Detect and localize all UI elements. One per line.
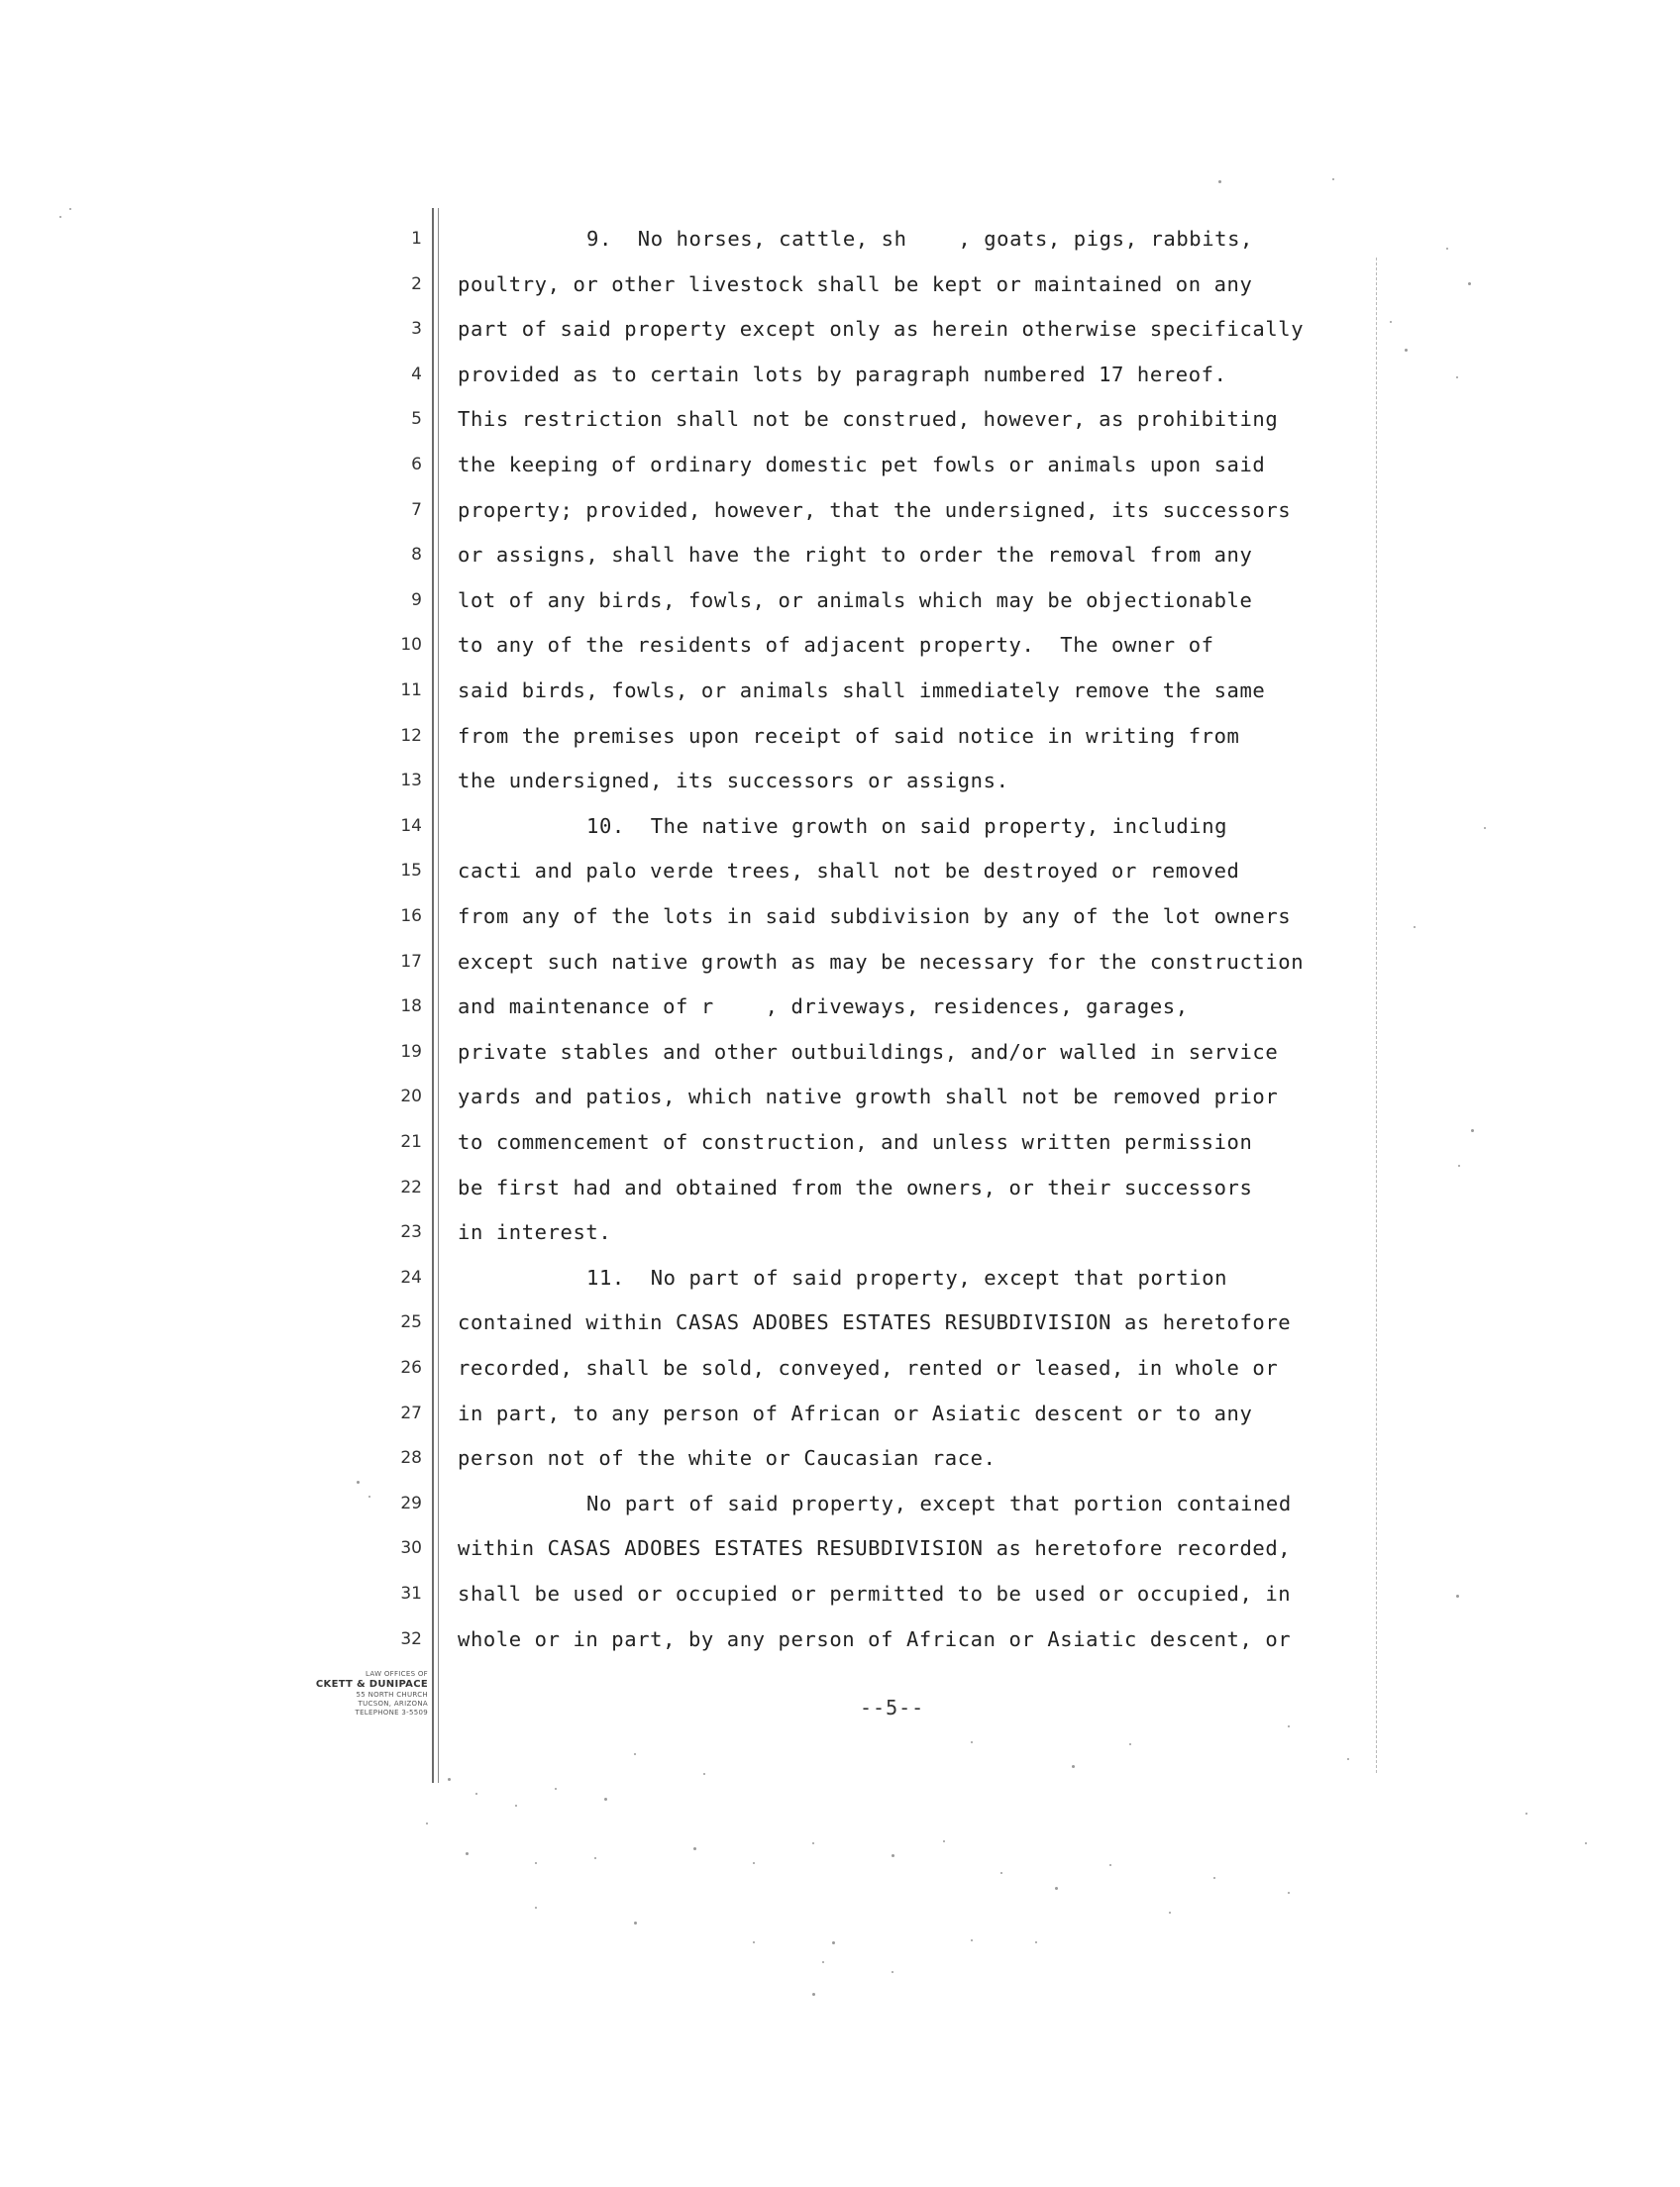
left-margin-rule — [432, 208, 434, 1783]
scan-speck — [448, 1778, 451, 1781]
document-text-line: the keeping of ordinary domestic pet fowls or animals upon said — [458, 453, 1266, 476]
scan-speck — [812, 1993, 815, 1996]
scan-speck — [753, 1941, 755, 1943]
document-text-line: said birds, fowls, or animals shall immediately remove the same — [458, 678, 1266, 702]
document-text-line: from any of the lots in said subdivision by any of the lot owners — [458, 904, 1292, 928]
line-number: 7 — [411, 499, 422, 520]
document-text-line: or assigns, shall have the right to order the removal from any — [458, 543, 1253, 568]
document-text-line: within CASAS ADOBES ESTATES RESUBDIVISION as heretofore recorded, — [458, 1536, 1292, 1561]
document-text-line: private stables and other outbuildings, and/or walled in service — [458, 1039, 1279, 1064]
document-text-line: in interest. — [458, 1220, 612, 1245]
line-number: 29 — [400, 1493, 422, 1513]
line-number: 23 — [400, 1222, 422, 1243]
line-number: 21 — [400, 1132, 422, 1152]
document-text-line: from the premises upon receipt of said notice in writing from — [458, 723, 1240, 748]
document-text-line: and maintenance of r , driveways, residences, garages, — [458, 994, 1189, 1019]
document-text-line: This restriction shall not be construed, however, as prohibiting — [458, 407, 1279, 432]
line-number: 28 — [400, 1448, 422, 1469]
document-text-line: yards and patios, which native growth shall not be removed prior — [458, 1085, 1279, 1109]
line-number: 15 — [400, 861, 422, 882]
scan-speck — [634, 1922, 637, 1925]
scan-speck — [1347, 1758, 1349, 1760]
line-number: 1 — [411, 229, 422, 249]
scan-speck — [971, 1939, 973, 1941]
scan-speck — [1169, 1912, 1171, 1914]
scan-speck — [1468, 282, 1471, 285]
scan-speck — [1213, 1877, 1215, 1879]
scan-speck — [515, 1805, 517, 1807]
line-number: 25 — [400, 1312, 422, 1333]
scan-speck — [1525, 1813, 1527, 1815]
document-text-line: 11. No part of said property, except that portion — [586, 1265, 1228, 1290]
scan-speck — [1414, 926, 1416, 928]
line-number: 30 — [400, 1538, 422, 1559]
scan-speck — [1055, 1887, 1058, 1890]
line-number: 17 — [400, 951, 422, 972]
scan-speck — [357, 1481, 360, 1484]
document-text-line: to any of the residents of adjacent property. The owner of — [458, 633, 1214, 658]
scan-speck — [1072, 1765, 1075, 1768]
line-number: 4 — [411, 364, 422, 384]
line-number: 27 — [400, 1403, 422, 1423]
document-text-line: to commencement of construction, and unless written permission — [458, 1130, 1253, 1154]
line-number: 3 — [411, 319, 422, 340]
scan-speck — [634, 1753, 636, 1755]
line-number: 8 — [411, 545, 422, 566]
line-number: 14 — [400, 815, 422, 836]
scan-speck — [594, 1857, 596, 1859]
line-number: 5 — [411, 409, 422, 430]
line-number: 31 — [400, 1584, 422, 1604]
scan-speck — [703, 1773, 705, 1775]
document-text-line: cacti and palo verde trees, shall not be destroyed or removed — [458, 859, 1240, 884]
scan-speck — [1109, 1864, 1111, 1866]
document-text-line: except such native growth as may be necessary for the construction — [458, 949, 1305, 974]
scan-speck — [535, 1862, 537, 1864]
document-text-line: No part of said property, except that portion contained — [586, 1491, 1292, 1515]
line-number: 11 — [400, 680, 422, 700]
document-text-line: part of said property except only as herein otherwise specifically — [458, 317, 1305, 342]
document-text-line: whole or in part, by any person of African or Asiatic descent, or — [458, 1626, 1292, 1651]
scan-speck — [1218, 180, 1221, 183]
scan-speck — [693, 1847, 696, 1850]
line-number: 16 — [400, 906, 422, 926]
scan-speck — [466, 1852, 469, 1855]
scan-speck — [971, 1741, 973, 1743]
document-text-line: the undersigned, its successors or assigns. — [458, 769, 1009, 793]
line-number: 24 — [400, 1267, 422, 1288]
document-text-line: 9. No horses, cattle, sh , goats, pigs, rabbits, — [586, 227, 1253, 251]
document-text-line: poultry, or other livestock shall be kept or maintained on any — [458, 271, 1253, 296]
scan-speck — [943, 1840, 945, 1842]
scan-speck — [1471, 1129, 1474, 1132]
scan-speck — [555, 1788, 557, 1790]
stamp-firm-name: CKETT & DUNIPACE — [315, 1679, 428, 1690]
scan-speck — [368, 1496, 370, 1498]
right-margin-rule — [1376, 258, 1377, 1773]
line-number: 13 — [400, 771, 422, 791]
scan-speck — [1456, 1595, 1459, 1598]
scan-speck — [59, 216, 61, 218]
scan-speck — [1129, 1743, 1131, 1745]
scan-speck — [1585, 1842, 1587, 1844]
law-office-stamp — [279, 1670, 428, 1718]
line-number: 12 — [400, 725, 422, 746]
line-number: 32 — [400, 1628, 422, 1649]
scan-speck — [1458, 1165, 1460, 1167]
scan-speck — [1288, 1725, 1290, 1727]
document-text-line: recorded, shall be sold, conveyed, rented or leased, in whole or — [458, 1356, 1279, 1380]
scan-speck — [475, 1793, 477, 1795]
line-number: 20 — [400, 1087, 422, 1107]
left-margin-rule-inner — [438, 208, 439, 1783]
stamp-line: LAW OFFICES OF — [366, 1670, 428, 1678]
document-text-line: property; provided, however, that the undersigned, its successors — [458, 497, 1292, 522]
scan-speck — [832, 1941, 835, 1944]
scan-speck — [1390, 321, 1392, 323]
document-text-line: lot of any birds, fowls, or animals which may be objectionable — [458, 587, 1253, 612]
scan-speck — [604, 1798, 607, 1801]
scan-speck — [535, 1907, 537, 1909]
scan-speck — [822, 1961, 824, 1963]
line-number: 10 — [400, 635, 422, 656]
scan-speck — [1484, 827, 1486, 829]
line-number: 19 — [400, 1041, 422, 1062]
document-text-line: person not of the white or Caucasian race. — [458, 1446, 997, 1471]
scan-speck — [1405, 349, 1408, 352]
document-text-line: contained within CASAS ADOBES ESTATES RESUBDIVISION as heretofore — [458, 1310, 1292, 1335]
stamp-line: TUCSON, ARIZONA — [358, 1700, 428, 1708]
scan-speck — [892, 1854, 894, 1857]
scan-speck — [69, 208, 71, 210]
scan-speck — [1000, 1872, 1002, 1874]
scan-speck — [1288, 1892, 1290, 1894]
stamp-line: TELEPHONE 3-5509 — [355, 1709, 428, 1717]
line-number: 22 — [400, 1177, 422, 1198]
scan-speck — [1456, 376, 1458, 378]
scan-speck — [1332, 178, 1334, 180]
stamp-line: 55 NORTH CHURCH — [356, 1691, 428, 1699]
page-number: --5-- — [860, 1696, 925, 1719]
scan-speck — [812, 1842, 814, 1844]
document-text-line: 10. The native growth on said property, including — [586, 813, 1228, 838]
scan-speck — [1035, 1941, 1037, 1943]
scan-speck — [753, 1862, 755, 1864]
line-number: 6 — [411, 455, 422, 474]
line-number: 9 — [411, 589, 422, 610]
line-number: 18 — [400, 996, 422, 1017]
document-text-line: be first had and obtained from the owners, or their successors — [458, 1175, 1253, 1199]
document-text-line: provided as to certain lots by paragraph numbered 17 hereof. — [458, 362, 1227, 386]
line-number: 2 — [411, 273, 422, 294]
scan-speck — [1446, 248, 1448, 250]
line-number: 26 — [400, 1358, 422, 1378]
scan-speck — [892, 1971, 893, 1973]
document-text-line: in part, to any person of African or Asiatic descent or to any — [458, 1401, 1253, 1425]
scan-speck — [426, 1822, 428, 1824]
document-text-line: shall be used or occupied or permitted to be used or occupied, in — [458, 1582, 1292, 1606]
